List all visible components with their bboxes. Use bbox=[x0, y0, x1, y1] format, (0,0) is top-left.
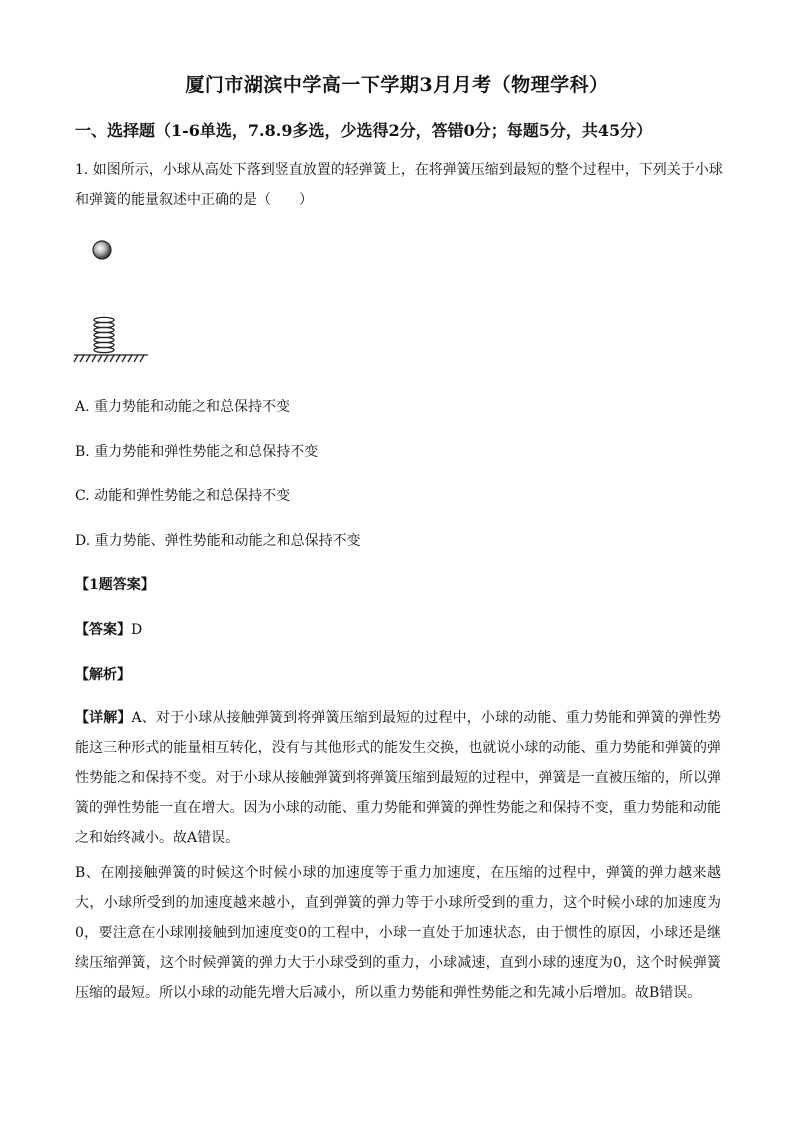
ball-icon bbox=[93, 241, 111, 259]
section-heading: 一、选择题（1-6单选，7.8.9多选，少选得2分，答错0分；每题5分，共45分） bbox=[75, 121, 653, 140]
option-b: B. 重力势能和弹性势能之和总保持不变 bbox=[75, 444, 319, 460]
question-1-stem: 1. 如图所示，小球从高处下落到竖直放置的轻弹簧上，在将弹簧压缩到最短的整个过程中，下列关于小球和弹簧的能量叙述中正确的是（ ） bbox=[75, 162, 723, 208]
answer-line bbox=[75, 619, 142, 639]
page-title: 厦门市湖滨中学高一下学期3月月考（物理学科） bbox=[185, 74, 609, 96]
answer-value: D bbox=[131, 622, 143, 638]
detail-paragraph-2: B、在刚接触弹簧的时候这个时候小球的加速度等于重力加速度，在压缩的过程中，弹簧的弹力越来越大，小球所受到的加速度越来越小，直到弹簧的弹力等于小球所受到的重力，这个时候小球的加速度为0，要注意在小球刚接触到加速度变0的工程中，小球一直处于加速状态，由于惯性的原因，小球还是继续压缩弹簧，这个时候弹簧的弹力大于小球受到的重力，小球减速，直到小球的速度为0，这个时候弹簧压缩的最短。所以小球的动能先增大后减小，所以重力势能和弹性势能之和先减小后增加。故B错误。 bbox=[75, 865, 721, 1001]
answer-section-label: 【1题答案】 bbox=[75, 577, 155, 593]
option-a: A. 重力势能和动能之和总保持不变 bbox=[75, 399, 291, 415]
detail-label: 【详解】 bbox=[75, 710, 132, 726]
ground-icon bbox=[74, 355, 148, 362]
analysis-tag bbox=[75, 664, 131, 684]
spring-icon bbox=[94, 317, 114, 352]
option-c: C. 动能和弹性势能之和总保持不变 bbox=[75, 488, 291, 504]
detail-text-1: A、对于小球从接触弹簧到将弹簧压缩到最短的过程中，小球的动能、重力势能和弹簧的弹性势能这三种形式的能量相互转化，没有与其他形式的能发生交换，也就说小球的动能、重力势能和弹簧的弹性势能之和保持不变。对于小球从接触弹簧到将弹簧压缩到最短的过程中，弹簧是一直被压缩的，所以弹簧的弹性势能一直在增大。因为小球的动能、重力势能和弹簧的弹性势能之和保持不变，重力势能和动能之和始终减小。故A错误。 bbox=[75, 710, 722, 846]
answer-label: 【答案】 bbox=[75, 622, 131, 638]
detail-paragraph-1 bbox=[75, 703, 721, 853]
analysis-label: 【解析】 bbox=[75, 667, 131, 683]
option-d: D. 重力势能、弹性势能和动能之和总保持不变 bbox=[75, 533, 361, 549]
ball-spring-figure bbox=[72, 236, 152, 366]
answer-section-tag bbox=[75, 574, 155, 594]
